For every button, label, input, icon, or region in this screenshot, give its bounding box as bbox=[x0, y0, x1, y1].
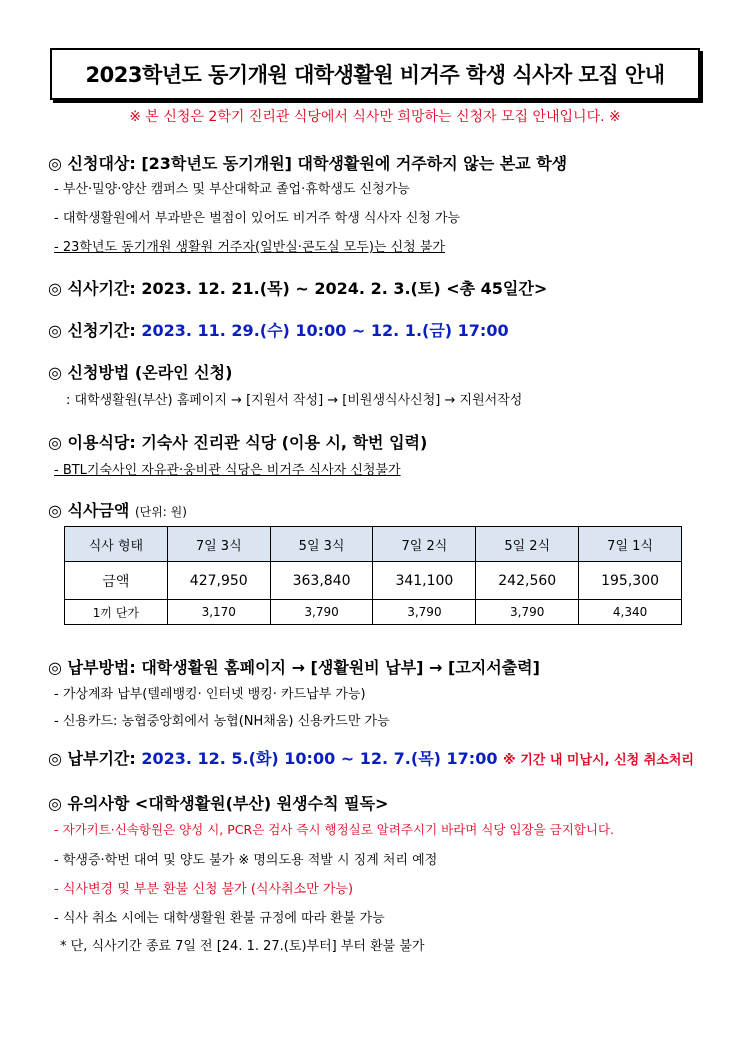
price-table-amount-row bbox=[65, 562, 682, 600]
table-cell: 4,340 bbox=[579, 600, 682, 625]
table-cell: 금액 bbox=[65, 562, 168, 600]
caution-item: - 식사 취소 시에는 대학생활원 환불 규정에 따라 환불 가능 bbox=[54, 911, 385, 926]
table-cell: 3,790 bbox=[270, 600, 373, 625]
target-item-restriction: - 23학년도 동기개원 생활원 거주자(일반실·콘도실 모두)는 신청 불가 bbox=[54, 240, 445, 255]
price-heading-label: ◎ 식사금액 bbox=[48, 501, 130, 520]
table-header-cell: 5일 2식 bbox=[476, 527, 579, 562]
price-table-header-row bbox=[65, 527, 682, 562]
table-header-cell: 7일 2식 bbox=[373, 527, 476, 562]
apply-period-value: 2023. 11. 29.(수) 10:00 ~ 12. 1.(금) 17:00 bbox=[141, 321, 509, 340]
table-cell: 363,840 bbox=[270, 562, 373, 600]
payment-period-warning: ※ 기간 내 미납시, 신청 취소처리 bbox=[503, 753, 694, 768]
payment-period-value: 2023. 12. 5.(화) 10:00 ~ 12. 7.(목) 17:00 bbox=[141, 749, 498, 768]
table-cell: 427,950 bbox=[167, 562, 270, 600]
apply-method-heading: ◎ 신청방법 (온라인 신청) bbox=[48, 363, 233, 382]
payment-method-item: - 가상계좌 납부(텔레뱅킹· 인터넷 뱅킹· 카드납부 가능) bbox=[54, 687, 366, 702]
table-header-cell: 7일 3식 bbox=[167, 527, 270, 562]
document-title: 2023학년도 동기개원 대학생활원 비거주 학생 식사자 모집 안내 bbox=[50, 48, 700, 100]
price-table-unit-row bbox=[65, 600, 682, 625]
caution-item-covid: - 자가키트·신속항원은 양성 시, PCR은 검사 즉시 행정실로 알려주시기 바라며 식당 입장을 금지합니다. bbox=[54, 822, 614, 837]
meal-period-heading: ◎ 식사기간: 2023. 12. 21.(목) ~ 2024. 2. 3.(토) <총 45일간> bbox=[48, 279, 548, 298]
cafeteria-heading: ◎ 이용식당: 기숙사 진리관 식당 (이용 시, 학번 입력) bbox=[48, 433, 428, 452]
table-cell: 242,560 bbox=[476, 562, 579, 600]
target-heading: ◎ 신청대상: [23학년도 동기개원] 대학생활원에 거주하지 않는 본교 학생 bbox=[48, 154, 568, 173]
payment-period bbox=[48, 746, 694, 769]
cafeteria-note: - BTL기숙사인 자유관·웅비관 식당은 비거주 식사자 신청불가 bbox=[54, 463, 401, 478]
caution-item: - 학생증·학번 대여 및 양도 불가 ※ 명의도용 적발 시 징계 처리 예정 bbox=[54, 853, 438, 868]
apply-period bbox=[48, 318, 509, 341]
target-item: - 대학생활원에서 부과받은 벌점이 있어도 비거주 학생 식사자 신청 가능 bbox=[54, 211, 461, 226]
price-heading bbox=[48, 498, 187, 521]
table-cell: 1끼 단가 bbox=[65, 600, 168, 625]
payment-period-label: ◎ 납부기간: bbox=[48, 749, 142, 768]
caution-item-note: * 단, 식사기간 종료 7일 전 [24. 1. 27.(토)부터] 부터 환불 불가 bbox=[60, 939, 425, 954]
table-cell: 3,790 bbox=[476, 600, 579, 625]
table-header-cell: 식사 형태 bbox=[65, 527, 168, 562]
table-cell: 3,170 bbox=[167, 600, 270, 625]
notice-text: ※ 본 신청은 2학기 진리관 식당에서 식사만 희망하는 신청자 모집 안내입니다. ※ bbox=[129, 109, 621, 125]
table-header-cell: 7일 1식 bbox=[579, 527, 682, 562]
table-cell: 341,100 bbox=[373, 562, 476, 600]
apply-period-label: ◎ 신청기간: bbox=[48, 321, 142, 340]
price-table bbox=[64, 526, 682, 625]
price-unit: (단위: 원) bbox=[134, 505, 187, 519]
table-header-cell: 5일 3식 bbox=[270, 527, 373, 562]
table-cell: 3,790 bbox=[373, 600, 476, 625]
table-cell: 195,300 bbox=[579, 562, 682, 600]
payment-method-item: - 신용카드: 농협중앙회에서 농협(NH채움) 신용카드만 가능 bbox=[54, 714, 390, 729]
caution-item-refund: - 식사변경 및 부분 환불 신청 불가 (식사취소만 가능) bbox=[54, 882, 354, 897]
apply-method-detail: : 대학생활원(부산) 홈페이지 → [지원서 작성] → [비원생식사신청] → 지원서작성 bbox=[66, 393, 523, 408]
target-item: - 부산·밀양·양산 캠퍼스 및 부산대학교 졸업·휴학생도 신청가능 bbox=[54, 182, 410, 197]
cautions-heading: ◎ 유의사항 <대학생활원(부산) 원생수칙 필독> bbox=[48, 794, 389, 813]
payment-method-heading: ◎ 납부방법: 대학생활원 홈페이지 → [생활원비 납부] → [고지서출력] bbox=[48, 658, 540, 677]
